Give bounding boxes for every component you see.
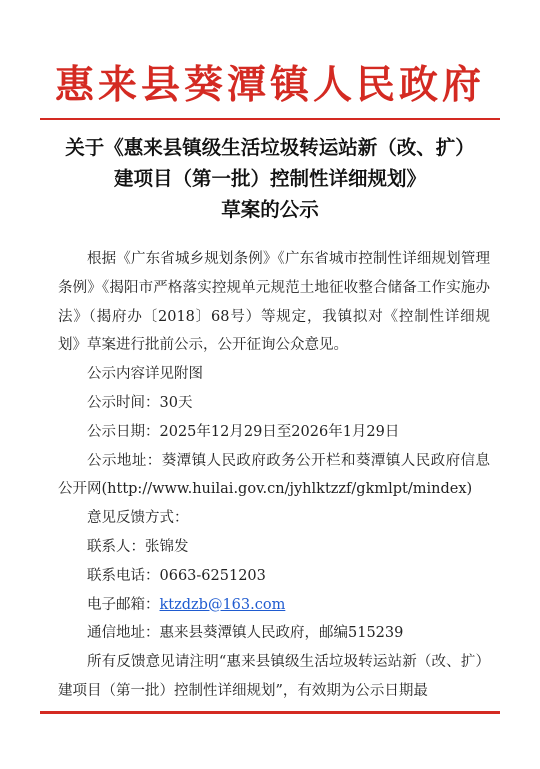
title-line-1: 关于《惠来县镇级生活垃圾转运站新（改、扩） [65,136,475,159]
email-line [58,591,490,620]
feedback-heading: 意见反馈方式： [87,510,189,527]
dates-line: 公示日期：2025年12月29日至2026年1月29日 [87,423,400,440]
header-red-rule [40,118,500,120]
location-paragraph: 公示地址：葵潭镇人民政府政务公开栏和葵潭镇人民政府信息公开网(http://www.huilai.gov.cn/jyhlktzzf/gkmlpt/mindex) [58,452,490,498]
footer-red-rule [40,711,500,714]
contact-person: 联系人：张锦发 [87,538,189,555]
address-line: 通信地址：惠来县葵潭镇人民政府，邮编515239 [87,625,404,642]
email-link[interactable]: ktzdzb@163.com [159,596,286,613]
title-line-2: 建项目（第一批）控制性详细规划》 [113,167,426,190]
duration-line: 公示时间：30天 [87,394,193,411]
intro-paragraph: 根据《广东省城乡规划条例》《广东省城市控制性详细规划管理条例》《揭阳市严格落实控规单元规范土地征收整合储备工作实施办法》（揭府办〔2018〕68号）等规定，我镇拟对《控制性详细规划》草案进行批前公示，公开征询公众意见。 [58,251,490,354]
closing-paragraph: 所有反馈意见请注明“惠来县镇级生活垃圾转运站新（改、扩）建项目（第一批）控制性详细规划”，有效期为公示日期最 [58,654,490,699]
organization-header: 惠来县葵潭镇人民政府 [54,62,485,108]
content-note: 公示内容详见附图 [87,366,203,383]
phone-line: 联系电话：0663-6251203 [87,567,266,584]
title-line-3: 草案的公示 [221,198,319,221]
document-title [40,132,500,225]
email-label: 电子邮箱： [87,596,160,613]
document-body [58,245,490,706]
